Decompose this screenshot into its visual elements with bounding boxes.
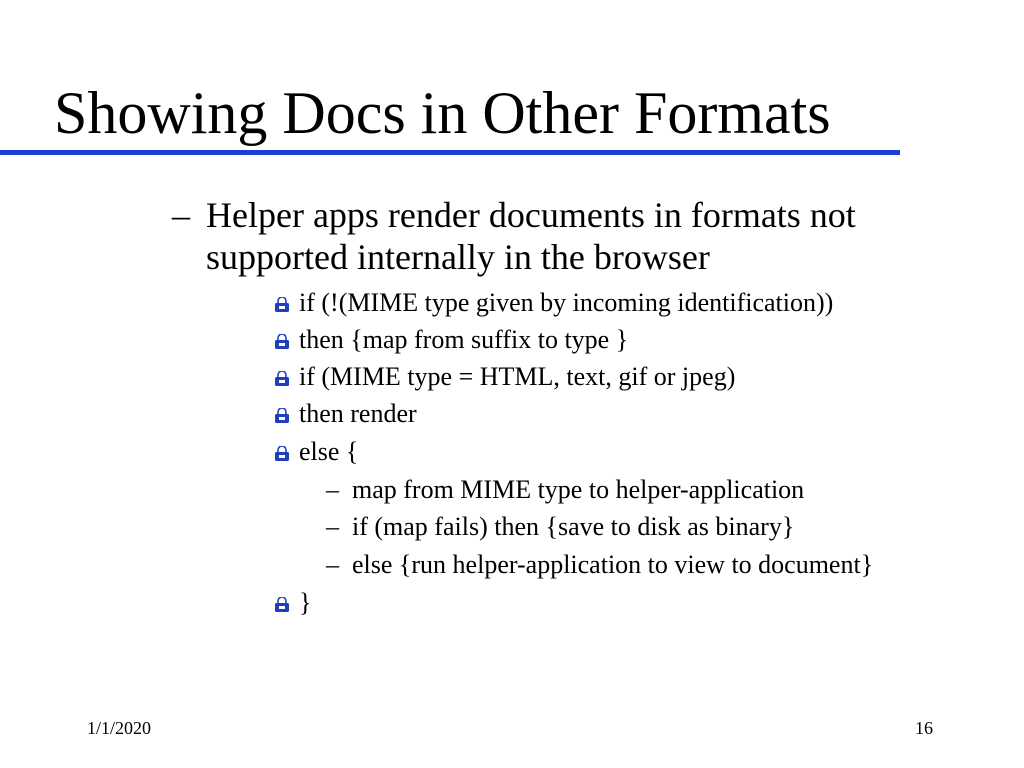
sub-bullet-item <box>274 360 735 394</box>
sub-bullet-item <box>274 323 628 357</box>
nested-bullet-text: else {run helper-application to view to document} <box>352 550 874 579</box>
main-bullet-dash: – <box>172 195 190 235</box>
folder-lock-icon <box>274 297 290 313</box>
folder-lock-icon <box>274 371 290 387</box>
nested-bullet-dash: – <box>326 512 339 541</box>
nested-bullet-dash: – <box>326 550 339 579</box>
sub-bullet-item <box>274 397 417 431</box>
folder-lock-icon <box>274 446 290 462</box>
slide-title: Showing Docs in Other Formats <box>54 80 831 146</box>
page-number: 16 <box>915 718 933 738</box>
sub-bullet-item <box>274 586 311 620</box>
folder-lock-icon <box>274 408 290 424</box>
main-bullet-text: Helper apps render documents in formats not supported internally in the browser <box>206 195 856 277</box>
sub-bullet-text: then {map from suffix to type } <box>299 325 629 354</box>
main-bullet <box>172 194 972 278</box>
folder-lock-icon <box>274 597 290 613</box>
nested-bullet-dash: – <box>326 475 339 504</box>
sub-bullet-item <box>274 435 358 469</box>
sub-bullet-item <box>274 286 833 320</box>
sub-bullet-text: if (MIME type = HTML, text, gif or jpeg) <box>299 362 736 391</box>
title-underline <box>0 150 900 155</box>
sub-bullet-text: if (!(MIME type given by incoming identification)) <box>299 288 834 317</box>
nested-bullet-item <box>326 548 873 582</box>
folder-lock-icon <box>274 334 290 350</box>
sub-bullet-text: then render <box>299 399 417 428</box>
nested-bullet-item <box>326 510 794 544</box>
nested-bullet-item <box>326 473 804 507</box>
nested-bullet-text: if (map fails) then {save to disk as binary} <box>352 512 795 541</box>
nested-bullet-text: map from MIME type to helper-application <box>352 475 805 504</box>
footer-date: 1/1/2020 <box>87 718 152 738</box>
sub-bullet-text: else { <box>299 437 359 466</box>
closing-brace: } <box>299 588 312 617</box>
